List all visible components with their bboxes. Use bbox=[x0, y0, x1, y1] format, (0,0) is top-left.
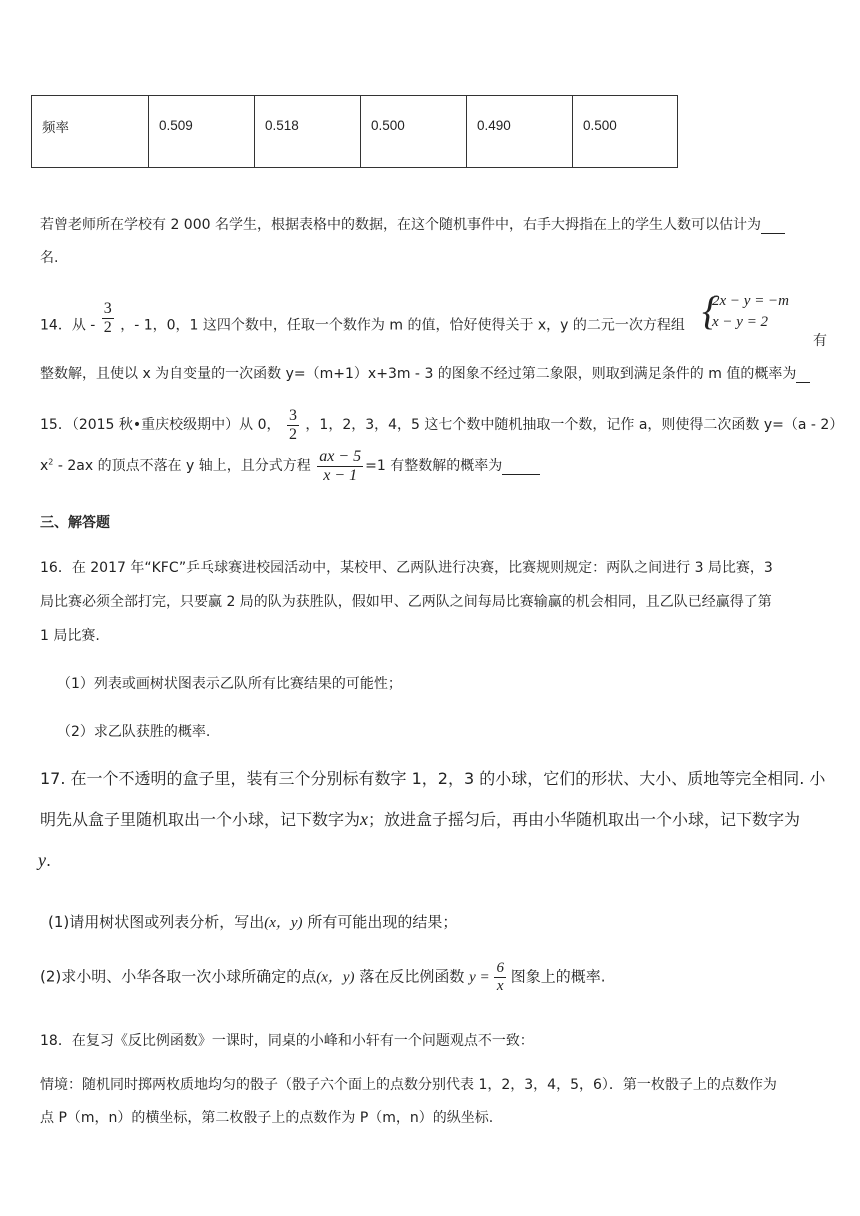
table-cell: 0.500 bbox=[361, 96, 467, 168]
fraction-3-2: $\frac{3}{2}$ bbox=[103, 300, 112, 336]
q17-sub2-text-c: 图象上的概率. bbox=[510, 967, 606, 986]
q15-x: x bbox=[40, 458, 49, 475]
q18-line3: 点 P（m，n）的横坐标，第二枚骰子上的点数作为 P（m，n）的纵坐标. bbox=[40, 1110, 494, 1126]
q16-line2: 局比赛必须全部打完，只要赢 2 局的队为获胜队，假如甲、乙两队之间每局比赛输赢的机会相同，且乙队已经赢得了第 bbox=[40, 594, 772, 610]
q17-line2 bbox=[40, 807, 800, 830]
q16-sub2: （2）求乙队获胜的概率. bbox=[57, 724, 211, 740]
equation-2: x − y = 2 bbox=[712, 314, 769, 330]
q17-line1: 17. 在一个不透明的盒子里，装有三个分别标有数字 1，2，3 的小球，它们的形状、大小、质地等完全相同. 小 bbox=[40, 769, 826, 788]
q17-sub1-text-b: 所有可能出现的结果； bbox=[307, 913, 458, 931]
q15-line2 bbox=[40, 448, 540, 484]
q16-line1: 16．在 2017 年“KFC”乒乓球赛进校园活动中，某校甲、乙两队进行决赛，比赛规则规定：两队之间进行 3 局比赛，3 bbox=[40, 560, 773, 576]
q15-text: ，1，2，3，4，5 这七个数中随机抽取一个数，记作 a，则使得二次函数 y=（a - 2） bbox=[305, 417, 844, 434]
q16-sub1: （1）列表或画树状图表示乙队所有比赛结果的可能性； bbox=[57, 676, 402, 692]
q18-line1: 18．在复习《反比例函数》一课时，同桌的小峰和小轩有一个问题观点不一致： bbox=[40, 1033, 534, 1049]
table-header-cell: 频率 bbox=[32, 96, 149, 168]
q13-text: 若曾老师所在学校有 2 000 名学生，根据表格中的数据，在这个随机事件中，右手大拇指在上的学生人数可以估计为 bbox=[40, 217, 761, 233]
point-xy: (x，y) bbox=[316, 969, 355, 986]
period: . bbox=[46, 851, 52, 870]
frequency-table bbox=[31, 95, 678, 168]
equation-1: 2x − y = −m bbox=[712, 293, 790, 309]
q13-line1 bbox=[40, 214, 785, 234]
q17-sub2-text-b: 落在反比例函数 bbox=[359, 967, 465, 986]
q17-sub1 bbox=[48, 911, 457, 932]
q14-prefix: 14．从 - bbox=[40, 317, 96, 334]
q18-line2: 情境：随机同时掷两枚质地均匀的骰子（骰子六个面上的点数分别代表 1，2，3，4，5，6）．第一枚骰子上的点数作为 bbox=[40, 1077, 777, 1093]
q17-sub1-text: (1)请用树状图或列表分析，写出 bbox=[48, 913, 265, 931]
q14-text-2: 整数解，且使以 x 为自变量的一次函数 y=（m+1）x+3m - 3 的图象不经过第二象限，则取到满足条件的 m 值的概率为 bbox=[40, 366, 797, 382]
q17-sub2 bbox=[40, 960, 606, 994]
q14-line2 bbox=[40, 363, 810, 383]
table-row bbox=[32, 96, 678, 168]
q15-prefix: 15．（2015 秋•重庆校级期中）从 0， bbox=[40, 417, 281, 434]
q17-text-b: ；放进盒子摇匀后，再由小华随机取出一个小球，记下数字为 bbox=[368, 810, 801, 829]
section-heading: 三、解答题 bbox=[40, 515, 110, 531]
function-lhs: y = bbox=[469, 969, 490, 986]
answer-blank bbox=[502, 458, 540, 475]
variable-x: x bbox=[360, 809, 369, 829]
table-cell: 0.518 bbox=[255, 96, 361, 168]
answer-blank bbox=[796, 366, 810, 383]
q14-line1 bbox=[40, 300, 685, 336]
q15-text-2: - 2ax 的顶点不落在 y 轴上，且分式方程 bbox=[53, 458, 311, 475]
point-xy: (x，y) bbox=[264, 915, 303, 931]
q14-suffix: 有 bbox=[813, 333, 827, 349]
table-cell: 0.500 bbox=[573, 96, 678, 168]
q13-line2: 名. bbox=[40, 250, 59, 266]
q16-line3: 1 局比赛. bbox=[40, 628, 100, 644]
q17-line3 bbox=[38, 850, 51, 871]
variable-y: y bbox=[38, 850, 46, 870]
q17-sub2-text: (2)求小明、小华各取一次小球所确定的点 bbox=[40, 967, 317, 986]
brace-symbol: { bbox=[702, 288, 718, 333]
table-cell: 0.509 bbox=[149, 96, 255, 168]
equation-system bbox=[702, 288, 790, 333]
fraction-6-x: $\frac{6}{x}$ bbox=[496, 960, 504, 994]
q14-text: ，- 1，0，1 这四个数中，任取一个数作为 m 的值，恰好使得关于 x，y 的二元一次方程组 bbox=[120, 317, 685, 334]
exponent: 2 bbox=[48, 457, 54, 467]
fraction-equation: $\frac{ax - 5}{x - 1}$ bbox=[319, 448, 362, 484]
q15-text-3: =1 有整数解的概率为 bbox=[365, 458, 503, 475]
table-cell: 0.490 bbox=[467, 96, 573, 168]
answer-blank bbox=[761, 217, 785, 234]
q15-line1 bbox=[40, 407, 843, 443]
fraction-3-2: $\frac{3}{2}$ bbox=[288, 407, 297, 443]
q17-text-a: 明先从盒子里随机取出一个小球，记下数字为 bbox=[40, 810, 361, 829]
